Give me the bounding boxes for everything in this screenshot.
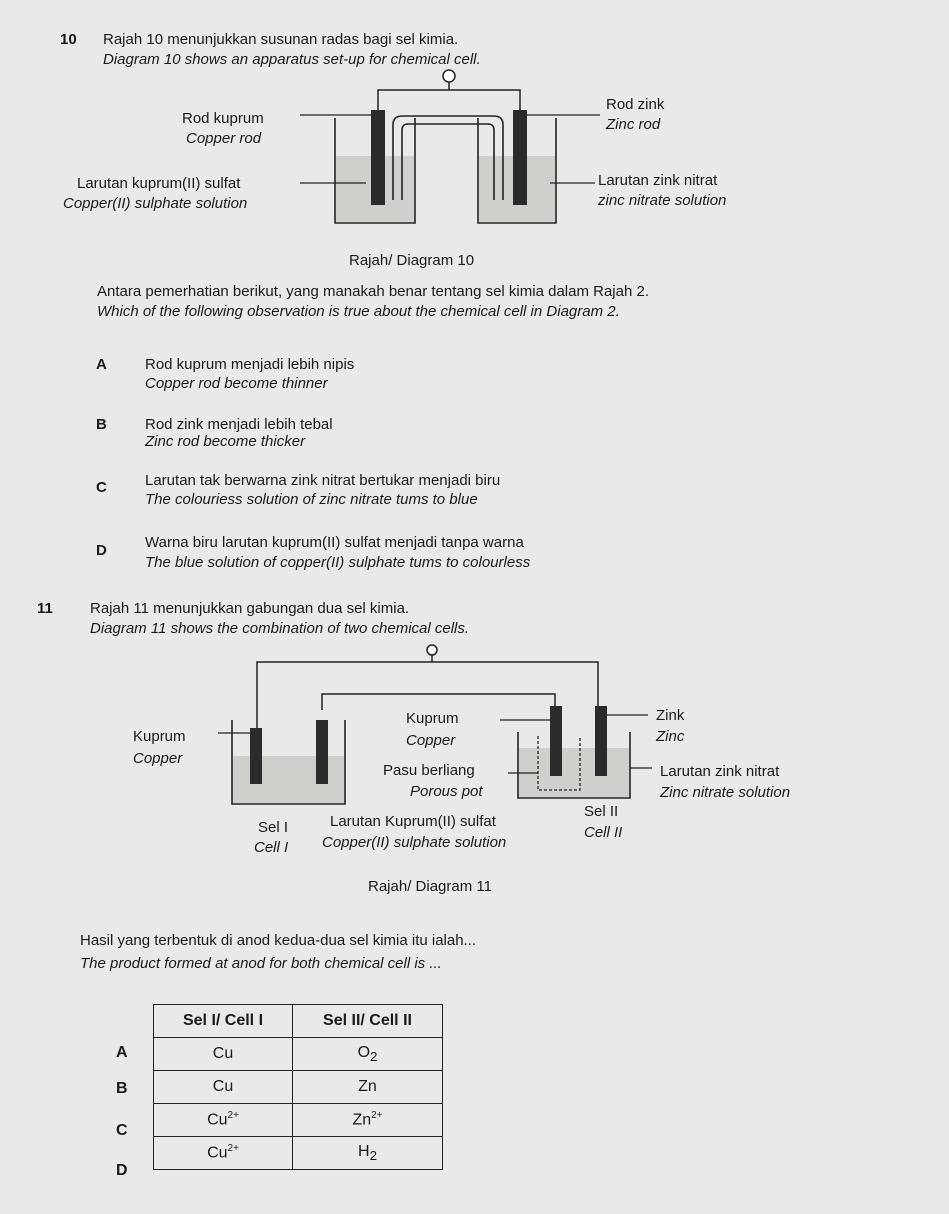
label-copper-sulphate-11: Copper(II) sulphate solution: [322, 834, 507, 851]
q10-option-c-en: The colouriess solution of zinc nitrate tums to blue: [145, 491, 478, 508]
q11-option-d-letter[interactable]: D: [116, 1162, 128, 1179]
q11-stem-en: Diagram 11 shows the combination of two chemical cells.: [90, 620, 470, 637]
q10-stem-ms: Rajah 10 menunjukkan susunan radas bagi sel kimia.: [103, 31, 459, 48]
q11-stem-ms: Rajah 11 menunjukkan gabungan dua sel kimia.: [90, 600, 410, 617]
header-cell-2: Sel II/ Cell II: [293, 1005, 443, 1038]
table-row: [154, 1038, 443, 1071]
label-larutan-kuprum: Larutan kuprum(II) sulfat: [77, 175, 241, 192]
q10-question-ms: Antara pemerhatian berikut, yang manakah benar tentang sel kimia dalam Rajah 2.: [97, 283, 649, 300]
row-b-cell-1: Cu: [154, 1071, 293, 1104]
label-zinc-nitrate: zinc nitrate solution: [598, 192, 727, 209]
q11-option-b-letter[interactable]: B: [116, 1080, 128, 1097]
q11-option-a-letter[interactable]: A: [116, 1044, 128, 1061]
q10-option-d-en: The blue solution of copper(II) sulphate tums to colourless: [145, 554, 531, 571]
label-zinc: Zinc: [656, 728, 685, 745]
q10-option-d-ms: Warna biru larutan kuprum(II) sulfat menjadi tanpa warna: [145, 534, 524, 551]
question-number-10: 10: [60, 31, 77, 48]
answer-table-header: [154, 1005, 443, 1038]
header-cell-1: Sel I/ Cell I: [154, 1005, 293, 1038]
question-number-11: 11: [37, 600, 53, 617]
q11-question-ms: Hasil yang terbentuk di anod kedua-dua sel kimia itu ialah...: [80, 932, 477, 949]
row-c-cell-2: $Zn^{2+}$: [293, 1104, 443, 1137]
label-pasu-berliang: Pasu berliang: [383, 762, 475, 779]
voltmeter-icon-2: [427, 645, 437, 655]
answer-table: [153, 1004, 443, 1170]
cell-2-copper-rod: [550, 706, 562, 776]
label-larutan-zink-11: Larutan zink nitrat: [660, 763, 780, 780]
q11-option-c-letter[interactable]: C: [116, 1122, 128, 1139]
label-kuprum-left: Kuprum: [133, 728, 186, 745]
row-d-cell-1: $Cu^{2+}$: [154, 1137, 293, 1170]
label-larutan-zink: Larutan zink nitrat: [598, 172, 718, 189]
cell-1-copper-right: [316, 720, 328, 784]
label-zink: Zink: [656, 707, 685, 724]
q10-option-c-ms: Larutan tak berwarna zink nitrat bertukar menjadi biru: [145, 472, 501, 489]
voltmeter-icon: [443, 70, 455, 82]
q10-option-a-ms: Rod kuprum menjadi lebih nipis: [145, 356, 355, 373]
q10-stem-en: Diagram 10 shows an apparatus set-up for chemical cell.: [103, 51, 481, 68]
label-copper-left: Copper: [133, 750, 183, 767]
row-c-cell-1: $Cu^{2+}$: [154, 1104, 293, 1137]
label-copper-mid: Copper: [406, 732, 456, 749]
label-porous-pot: Porous pot: [410, 783, 483, 800]
label-cell-2: Cell II: [584, 824, 623, 841]
label-rod-zink: Rod zink: [606, 96, 665, 113]
label-larutan-kuprum-11: Larutan Kuprum(II) sulfat: [330, 813, 496, 830]
label-kuprum-mid: Kuprum: [406, 710, 459, 727]
cell-1-copper-left: [250, 728, 262, 784]
zinc-rod: [513, 110, 527, 205]
label-copper-sulphate: Copper(II) sulphate solution: [63, 195, 248, 212]
row-d-cell-2: $H_2$: [293, 1137, 443, 1170]
label-sel-1: Sel I: [258, 819, 289, 836]
q10-option-a-en: Copper rod become thinner: [145, 375, 328, 392]
label-copper-rod: Copper rod: [186, 130, 262, 147]
label-cell-1: Cell I: [254, 839, 289, 856]
row-b-cell-2: Zn: [293, 1071, 443, 1104]
q10-option-b-letter[interactable]: B: [96, 416, 107, 433]
q11-inner-wire: [322, 694, 555, 710]
q10-option-d-letter[interactable]: D: [96, 542, 107, 559]
label-sel-2: Sel II: [584, 803, 619, 820]
caption-diagram-10: Rajah/ Diagram 10: [349, 252, 475, 269]
label-zinc-rod: Zinc rod: [606, 116, 661, 133]
table-row: [154, 1071, 443, 1104]
table-row: [154, 1137, 443, 1170]
caption-diagram-11: Rajah/ Diagram 11: [368, 878, 492, 895]
q10-option-a-letter[interactable]: A: [96, 356, 107, 373]
diagram-10: [0, 60, 949, 260]
q10-question-en: Which of the following observation is true about the chemical cell in Diagram 2.: [97, 303, 620, 320]
q11-question-en: The product formed at anod for both chemical cell is ...: [80, 955, 442, 972]
table-row: [154, 1104, 443, 1137]
q10-option-b-ms: Rod zink menjadi lebih tebal: [145, 416, 333, 433]
q10-option-c-letter[interactable]: C: [96, 479, 107, 496]
cell-2-zinc-rod: [595, 706, 607, 776]
q10-option-b-en: Zinc rod become thicker: [145, 433, 306, 450]
copper-rod: [371, 110, 385, 205]
label-zinc-nitrate-11: Zinc nitrate solution: [660, 784, 791, 801]
label-rod-kuprum: Rod kuprum: [182, 110, 264, 127]
row-a-cell-2: $O_2$: [293, 1038, 443, 1071]
row-a-cell-1: Cu: [154, 1038, 293, 1071]
